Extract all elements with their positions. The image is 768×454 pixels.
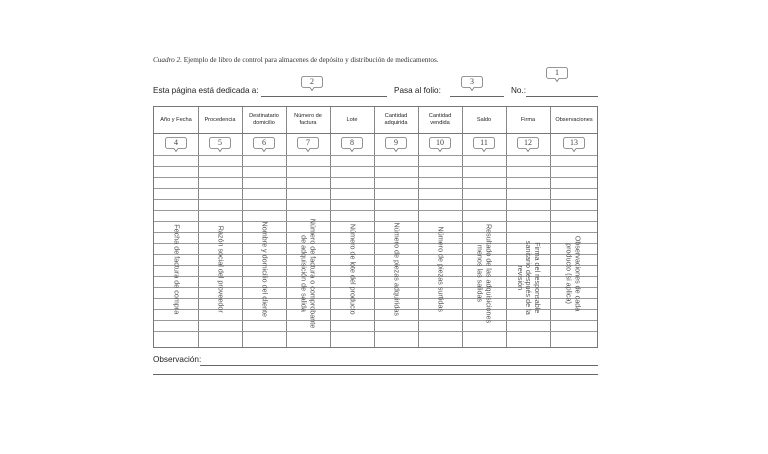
callout-number: 13: [570, 138, 578, 147]
observation-field-line-2: [153, 374, 598, 375]
column-header: Lote: [346, 116, 358, 123]
callout-number: 5: [218, 138, 222, 147]
observation-field: [200, 365, 598, 366]
column-description: Número de piezas surtidas: [436, 226, 446, 312]
observation-label: Observación:: [153, 355, 202, 364]
column-description: Resultado de las adquisiciones menos las salidas: [476, 223, 494, 324]
column-header: Número de factura: [294, 113, 322, 126]
column-description: Observaciones de cada producto (si aplica): [565, 235, 583, 312]
column-header: Cantidad vendida: [428, 113, 452, 126]
table-caption: [153, 56, 439, 64]
callout-number: 11: [480, 138, 488, 147]
column-callout: [253, 137, 275, 151]
callout-number: 2: [310, 77, 314, 86]
column-header: Cantidad adquirida: [384, 113, 408, 126]
callout-number-field: [546, 67, 568, 81]
callout-number: 7: [306, 138, 310, 147]
callout-number: 12: [524, 138, 532, 147]
folio-label: Pasa al folio:: [394, 86, 441, 95]
callout-page-dedicated: [301, 76, 323, 90]
column-callout: [341, 137, 363, 151]
column-description: Número de piezas adquiridas: [392, 222, 402, 316]
page-dedicated-field: [261, 96, 387, 97]
column-header: Saldo: [476, 116, 492, 123]
page-dedicated-label: Esta página está dedicada a:: [153, 86, 259, 95]
column-callout: [165, 137, 187, 151]
column-callout: [297, 137, 319, 151]
caption-text: Ejemplo de libro de control para almacenes de depósito y distribución de medicamentos.: [183, 56, 439, 64]
column-header: Año y Fecha: [160, 116, 192, 123]
column-callout: [563, 137, 585, 151]
callout-number: 10: [436, 138, 444, 147]
column-callout: [429, 137, 451, 151]
column-description: Número de lote del producto: [348, 223, 358, 315]
column-description: Razón social del proveedor: [216, 225, 226, 313]
column-description: Fecha de factura de compra: [172, 224, 182, 315]
column-header: Destinatario domicilio: [249, 113, 279, 126]
control-book-table: [153, 106, 598, 348]
callout-number: 6: [262, 138, 266, 147]
column-callout: [209, 137, 231, 151]
column-callout: [473, 137, 495, 151]
column-header: Firma: [520, 116, 536, 123]
column-header: Observaciones: [555, 116, 593, 123]
caption-prefix: Cuadro 2.: [153, 56, 182, 64]
column-description: Número de factura o comprobante de adquisición de salida: [300, 218, 318, 329]
callout-number: 9: [394, 138, 398, 147]
column-description: Nombre y domicilio del cliente: [260, 221, 270, 317]
column-description: Firma del responsable sanitario después de la revisión: [515, 240, 542, 315]
number-field: [526, 96, 598, 97]
folio-field: [450, 96, 504, 97]
column-header: Procedencia: [204, 116, 236, 123]
column-callout: [385, 137, 407, 151]
callout-number: 4: [174, 138, 178, 147]
number-label: No.:: [511, 86, 527, 95]
callout-folio: [461, 76, 483, 90]
callout-number: 3: [470, 77, 474, 86]
callout-number: 1: [555, 68, 559, 77]
column-callout: [517, 137, 539, 151]
callout-number: 8: [350, 138, 354, 147]
